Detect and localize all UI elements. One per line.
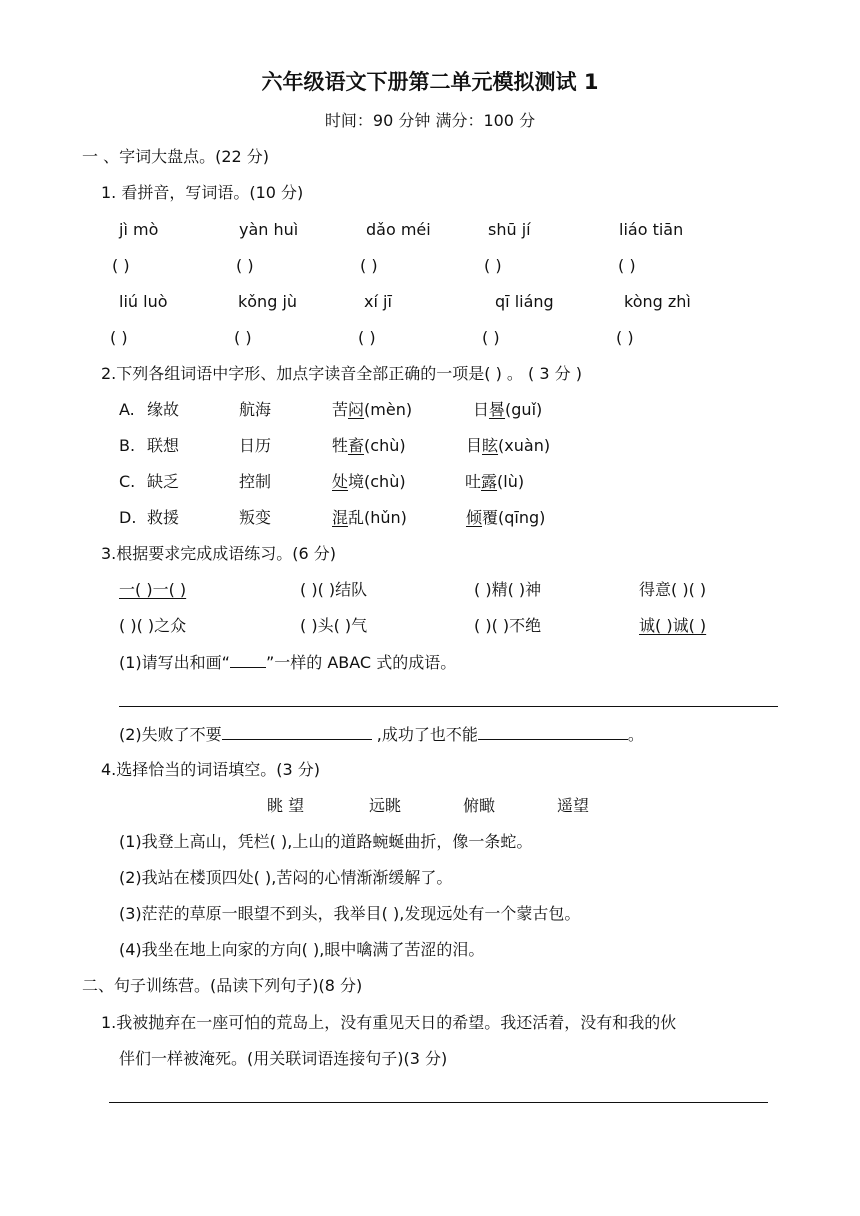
- q3-sub2: (2)失败了不要 ,成功了也不能 。: [119, 725, 644, 744]
- option-label: A.: [119, 400, 135, 419]
- q4-sentence-2[interactable]: (2)我站在楼顶四处( ),苦闷的心情渐渐缓解了。: [119, 868, 453, 887]
- word-choice: 遥望: [557, 796, 590, 815]
- option-word: 目眩(xuàn): [466, 436, 551, 455]
- dotted-char: 畜: [348, 436, 365, 455]
- idiom-blank[interactable]: ( )( )不绝: [474, 616, 542, 635]
- pinyin-3: dǎo méi: [366, 220, 431, 239]
- dotted-char: 闷: [348, 400, 365, 419]
- option-word: 处境(chù): [332, 472, 406, 491]
- answer-paren[interactable]: ( ): [236, 256, 254, 275]
- answer-paren[interactable]: ( ): [234, 328, 252, 347]
- q4-prompt: 4.选择恰当的词语填空。(3 分): [101, 760, 321, 779]
- dotted-char: 倾: [466, 508, 483, 527]
- answer-paren[interactable]: ( ): [616, 328, 634, 347]
- exam-info: 时间：90 分钟 满分：100 分: [324, 111, 536, 130]
- pinyin-6: liú luò: [119, 292, 168, 311]
- q3-sub1: (1)请写出和画“ ”一样的 ABAC 式的成语。: [119, 653, 457, 672]
- option-word: 混乱(hǔn): [332, 508, 407, 527]
- s2-q1-line2: 伴们一样被淹死。(用关联词语连接句子)(3 分): [119, 1049, 448, 1068]
- q3-prompt: 3.根据要求完成成语练习。(6 分): [101, 544, 337, 563]
- idiom-blank[interactable]: 得意( )( ): [639, 580, 707, 599]
- word-choice: 远眺: [369, 796, 402, 815]
- idiom-blank[interactable]: ( )( )之众: [119, 616, 187, 635]
- option-label: D.: [119, 508, 137, 527]
- pinyin-9: qī liáng: [495, 292, 554, 311]
- idiom-blank[interactable]: 一( )一( ): [119, 580, 187, 599]
- answer-line[interactable]: [119, 706, 778, 707]
- dotted-char: 眩: [482, 436, 499, 455]
- answer-paren[interactable]: ( ): [360, 256, 378, 275]
- answer-blank[interactable]: [478, 723, 628, 740]
- option-word: 倾覆(qīng): [466, 508, 546, 527]
- option-word: 航海: [239, 400, 272, 419]
- q1-prompt: 1. 看拼音，写词语。(10 分): [101, 183, 304, 202]
- option-word: 苦闷(mèn): [332, 400, 413, 419]
- section2-heading: 二、句子训练营。(品读下列句子)(8 分): [82, 976, 363, 995]
- option-word: 牲畜(chù): [332, 436, 406, 455]
- option-word: 联想: [147, 436, 180, 455]
- pinyin-4: shū jí: [488, 220, 531, 239]
- q4-sentence-4[interactable]: (4)我坐在地上向家的方向( ),眼中噙满了苦涩的泪。: [119, 940, 485, 959]
- dotted-char: 露: [481, 472, 498, 491]
- page-title: 六年级语文下册第二单元模拟测试 1: [261, 70, 599, 94]
- idiom-blank[interactable]: 诚( )诚( ): [639, 616, 707, 635]
- option-word: 缺乏: [147, 472, 180, 491]
- dotted-char: 处: [332, 472, 349, 491]
- option-word: 吐露(lù): [465, 472, 525, 491]
- option-word: 日晷(guǐ): [473, 400, 543, 419]
- pinyin-8: xí jī: [364, 292, 392, 311]
- q4-sentence-3[interactable]: (3)茫茫的草原一眼望不到头，我举目( ),发现远处有一个蒙古包。: [119, 904, 581, 923]
- option-word: 叛变: [239, 508, 272, 527]
- q4-sentence-1[interactable]: (1)我登上高山，凭栏( ),上山的道路蜿蜒曲折，像一条蛇。: [119, 832, 533, 851]
- option-word: 控制: [239, 472, 272, 491]
- section1-heading: 一 、字词大盘点。(22 分): [82, 147, 270, 166]
- pinyin-10: kòng zhì: [624, 292, 691, 311]
- example-blank: [230, 651, 266, 668]
- word-choice: 眺 望: [267, 796, 305, 815]
- dotted-char: 混: [332, 508, 349, 527]
- idiom-blank[interactable]: ( )精( )神: [474, 580, 542, 599]
- pinyin-5: liáo tiān: [619, 220, 684, 239]
- answer-line[interactable]: [109, 1102, 768, 1103]
- pinyin-2: yàn huì: [239, 220, 299, 239]
- answer-paren[interactable]: ( ): [482, 328, 500, 347]
- q2-prompt: 2.下列各组词语中字形、加点字读音全部正确的一项是( ) 。 ( 3 分 ): [101, 364, 582, 383]
- word-choice: 俯瞰: [463, 796, 496, 815]
- option-word: 日历: [239, 436, 272, 455]
- answer-paren[interactable]: ( ): [110, 328, 128, 347]
- option-label: C.: [119, 472, 136, 491]
- option-word: 缘故: [147, 400, 180, 419]
- idiom-blank[interactable]: ( )( )结队: [300, 580, 368, 599]
- answer-paren[interactable]: ( ): [358, 328, 376, 347]
- dotted-char: 晷: [489, 400, 506, 419]
- answer-blank[interactable]: [222, 723, 372, 740]
- answer-paren[interactable]: ( ): [484, 256, 502, 275]
- answer-paren[interactable]: ( ): [618, 256, 636, 275]
- answer-paren[interactable]: ( ): [112, 256, 130, 275]
- s2-q1-line1: 1.我被抛弃在一座可怕的荒岛上，没有重见天日的希望。我还活着，没有和我的伙: [101, 1013, 677, 1032]
- pinyin-1: jì mò: [119, 220, 159, 239]
- option-label: B.: [119, 436, 136, 455]
- idiom-blank[interactable]: ( )头( )气: [300, 616, 368, 635]
- pinyin-7: kǒng jù: [238, 292, 298, 311]
- option-word: 救援: [147, 508, 180, 527]
